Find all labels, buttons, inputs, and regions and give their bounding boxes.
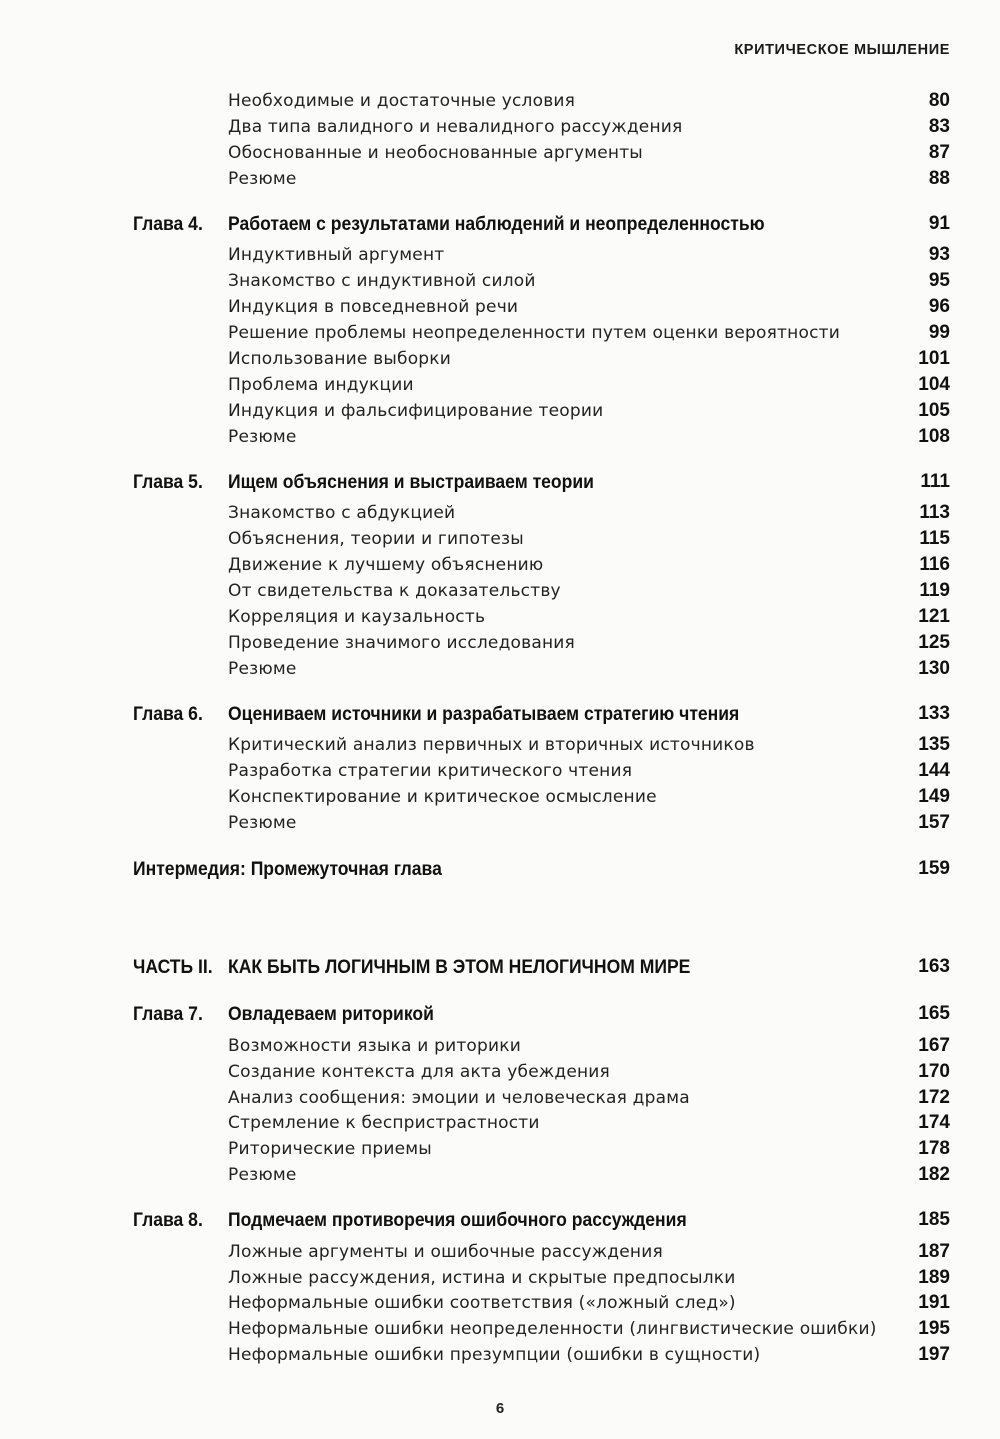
toc-entry-row [228, 1033, 950, 1059]
entry-page-number: 99 [928, 322, 950, 343]
toc-entry-row [228, 526, 950, 552]
chapter-title: Оцениваем источники и разрабатываем стратегию чтения [228, 703, 740, 725]
entry-title: Проведение значимого исследования [228, 633, 575, 653]
entry-title: Возможности языка и риторики [228, 1036, 521, 1056]
entry-title: От свидетельства к доказательству [228, 581, 561, 601]
entry-title: Решение проблемы неопределенности путем оценки вероятности [228, 323, 840, 343]
entry-page-number: 108 [918, 426, 950, 447]
entry-page-number: 91 [928, 213, 950, 234]
toc-entry-row [228, 810, 950, 836]
entry-title: Индукция и фальсифицирование теории [228, 401, 604, 421]
toc-entry-row [228, 578, 950, 604]
chapter-title: Работаем с результатами наблюдений и неопределенностью [228, 213, 765, 235]
entry-title: Движение к лучшему объяснению [228, 555, 544, 575]
entry-page-number: 119 [919, 580, 950, 601]
entry-page-number: 104 [918, 374, 950, 395]
entry-title: Необходимые и достаточные условия [228, 91, 576, 111]
entry-title: Два типа валидного и невалидного рассуждения [228, 117, 683, 137]
entry-page-number: 115 [919, 528, 950, 549]
toc-chapter-row [133, 469, 950, 495]
entry-page-number: 191 [918, 1292, 950, 1313]
toc-entry-row [228, 604, 950, 630]
toc-entry-row [228, 784, 950, 810]
toc-entry-row [228, 268, 950, 294]
chapter-label: Глава 4. [133, 213, 203, 235]
toc-entry-row [228, 1085, 950, 1111]
toc-entry-row [228, 732, 950, 758]
toc-entry-row [228, 1059, 950, 1085]
entry-page-number: 185 [918, 1209, 950, 1230]
entry-title: Использование выборки [228, 349, 452, 369]
chapter-title: Овладеваем риторикой [228, 1003, 434, 1025]
toc-chapter-row [133, 1207, 950, 1233]
entry-page-number: 178 [918, 1138, 950, 1159]
toc-chapter-row [133, 211, 950, 237]
entry-page-number: 121 [918, 606, 950, 627]
toc-entry-row [228, 1162, 950, 1188]
entry-title: Неформальные ошибки неопределенности (лингвистические ошибки) [228, 1319, 877, 1339]
entry-page-number: 149 [918, 786, 950, 807]
toc-entry-row [228, 1290, 950, 1316]
entry-title: Резюме [228, 659, 297, 679]
toc-entry-row [228, 242, 950, 268]
entry-title: Анализ сообщения: эмоции и человеческая драма [228, 1088, 690, 1108]
chapter-label: ЧАСТЬ II. [133, 956, 213, 978]
toc-entry-row [228, 424, 950, 450]
toc-entry-row [228, 1110, 950, 1136]
toc-entry-row [228, 372, 950, 398]
chapter-title: Интермедия: Промежуточная глава [133, 858, 442, 880]
toc-chapter-row [133, 954, 950, 980]
entry-title: Риторические приемы [228, 1139, 432, 1159]
entry-page-number: 135 [918, 734, 950, 755]
entry-page-number: 101 [918, 348, 950, 369]
entry-title: Ложные рассуждения, истина и скрытые предпосылки [228, 1268, 736, 1288]
toc-entry-row [228, 398, 950, 424]
entry-page-number: 88 [928, 168, 950, 189]
entry-page-number: 125 [918, 632, 950, 653]
entry-page-number: 105 [918, 400, 950, 421]
toc-entry-row [228, 1136, 950, 1162]
toc-entry-row [228, 320, 950, 346]
toc-entry-row [228, 758, 950, 784]
entry-page-number: 130 [918, 658, 950, 679]
toc-entry-row [228, 656, 950, 682]
toc-entry-row [228, 88, 950, 114]
chapter-label: Глава 5. [133, 471, 203, 493]
entry-page-number: 163 [918, 956, 950, 977]
entry-title: Индуктивный аргумент [228, 245, 445, 265]
entry-page-number: 195 [918, 1318, 950, 1339]
entry-page-number: 133 [918, 703, 950, 724]
entry-page-number: 172 [918, 1087, 950, 1108]
entry-title: Знакомство с абдукцией [228, 503, 456, 523]
toc-entry-row [228, 166, 950, 192]
entry-page-number: 197 [918, 1344, 950, 1365]
entry-page-number: 95 [928, 270, 950, 291]
entry-page-number: 174 [918, 1112, 950, 1133]
entry-title: Резюме [228, 169, 297, 189]
entry-page-number: 93 [928, 244, 950, 265]
toc-entry-row [228, 630, 950, 656]
entry-page-number: 111 [920, 471, 950, 492]
entry-page-number: 116 [919, 554, 950, 575]
chapter-title: Ищем объяснения и выстраиваем теории [228, 471, 594, 493]
entry-title: Обоснованные и необоснованные аргументы [228, 143, 643, 163]
entry-title: Неформальные ошибки презумпции (ошибки в сущности) [228, 1345, 761, 1365]
entry-title: Создание контекста для акта убеждения [228, 1062, 610, 1082]
entry-page-number: 96 [928, 296, 950, 317]
chapter-title: КАК БЫТЬ ЛОГИЧНЫМ В ЭТОМ НЕЛОГИЧНОМ МИРЕ [228, 956, 691, 978]
entry-title: Проблема индукции [228, 375, 414, 395]
toc-entry-row [228, 346, 950, 372]
entry-page-number: 182 [918, 1164, 950, 1185]
running-header: КРИТИЧЕСКОЕ МЫШЛЕНИЕ [734, 42, 950, 58]
entry-title: Объяснения, теории и гипотезы [228, 529, 524, 549]
chapter-title: Подмечаем противоречия ошибочного рассуждения [228, 1209, 687, 1231]
toc-chapter-row [133, 1001, 950, 1027]
toc-entry-row [228, 1316, 950, 1342]
entry-title: Резюме [228, 1165, 297, 1185]
entry-title: Корреляция и каузальность [228, 607, 486, 627]
entry-page-number: 189 [918, 1267, 950, 1288]
entry-title: Индукция в повседневной речи [228, 297, 519, 317]
entry-page-number: 144 [918, 760, 950, 781]
toc-entry-row [228, 552, 950, 578]
toc-entry-row [228, 114, 950, 140]
page-number: 6 [495, 1400, 505, 1417]
entry-title: Ложные аргументы и ошибочные рассуждения [228, 1242, 663, 1262]
chapter-label: Глава 8. [133, 1209, 203, 1231]
toc-entry-row [228, 294, 950, 320]
toc-chapter-row [133, 701, 950, 727]
chapter-label: Глава 7. [133, 1003, 203, 1025]
entry-page-number: 87 [928, 142, 950, 163]
entry-title: Резюме [228, 813, 297, 833]
entry-page-number: 113 [919, 502, 950, 523]
entry-title: Стремление к беспристрастности [228, 1113, 540, 1133]
entry-page-number: 187 [918, 1241, 950, 1262]
toc-entry-row [228, 1265, 950, 1291]
toc-entry-row [228, 1239, 950, 1265]
toc-entry-row [228, 500, 950, 526]
entry-page-number: 167 [918, 1035, 950, 1056]
entry-title: Знакомство с индуктивной силой [228, 271, 536, 291]
entry-page-number: 165 [918, 1003, 950, 1024]
toc-entry-row [228, 140, 950, 166]
entry-page-number: 80 [928, 90, 950, 111]
entry-page-number: 157 [918, 812, 950, 833]
entry-title: Неформальные ошибки соответствия («ложный след») [228, 1293, 736, 1313]
entry-page-number: 170 [918, 1061, 950, 1082]
entry-title: Критический анализ первичных и вторичных источников [228, 735, 755, 755]
entry-page-number: 83 [928, 116, 950, 137]
entry-page-number: 159 [918, 858, 950, 879]
chapter-label: Глава 6. [133, 703, 203, 725]
toc-entry-row [228, 1342, 950, 1368]
entry-title: Разработка стратегии критического чтения [228, 761, 633, 781]
entry-title: Конспектирование и критическое осмысление [228, 787, 657, 807]
toc-chapter-row [133, 856, 950, 882]
entry-title: Резюме [228, 427, 297, 447]
